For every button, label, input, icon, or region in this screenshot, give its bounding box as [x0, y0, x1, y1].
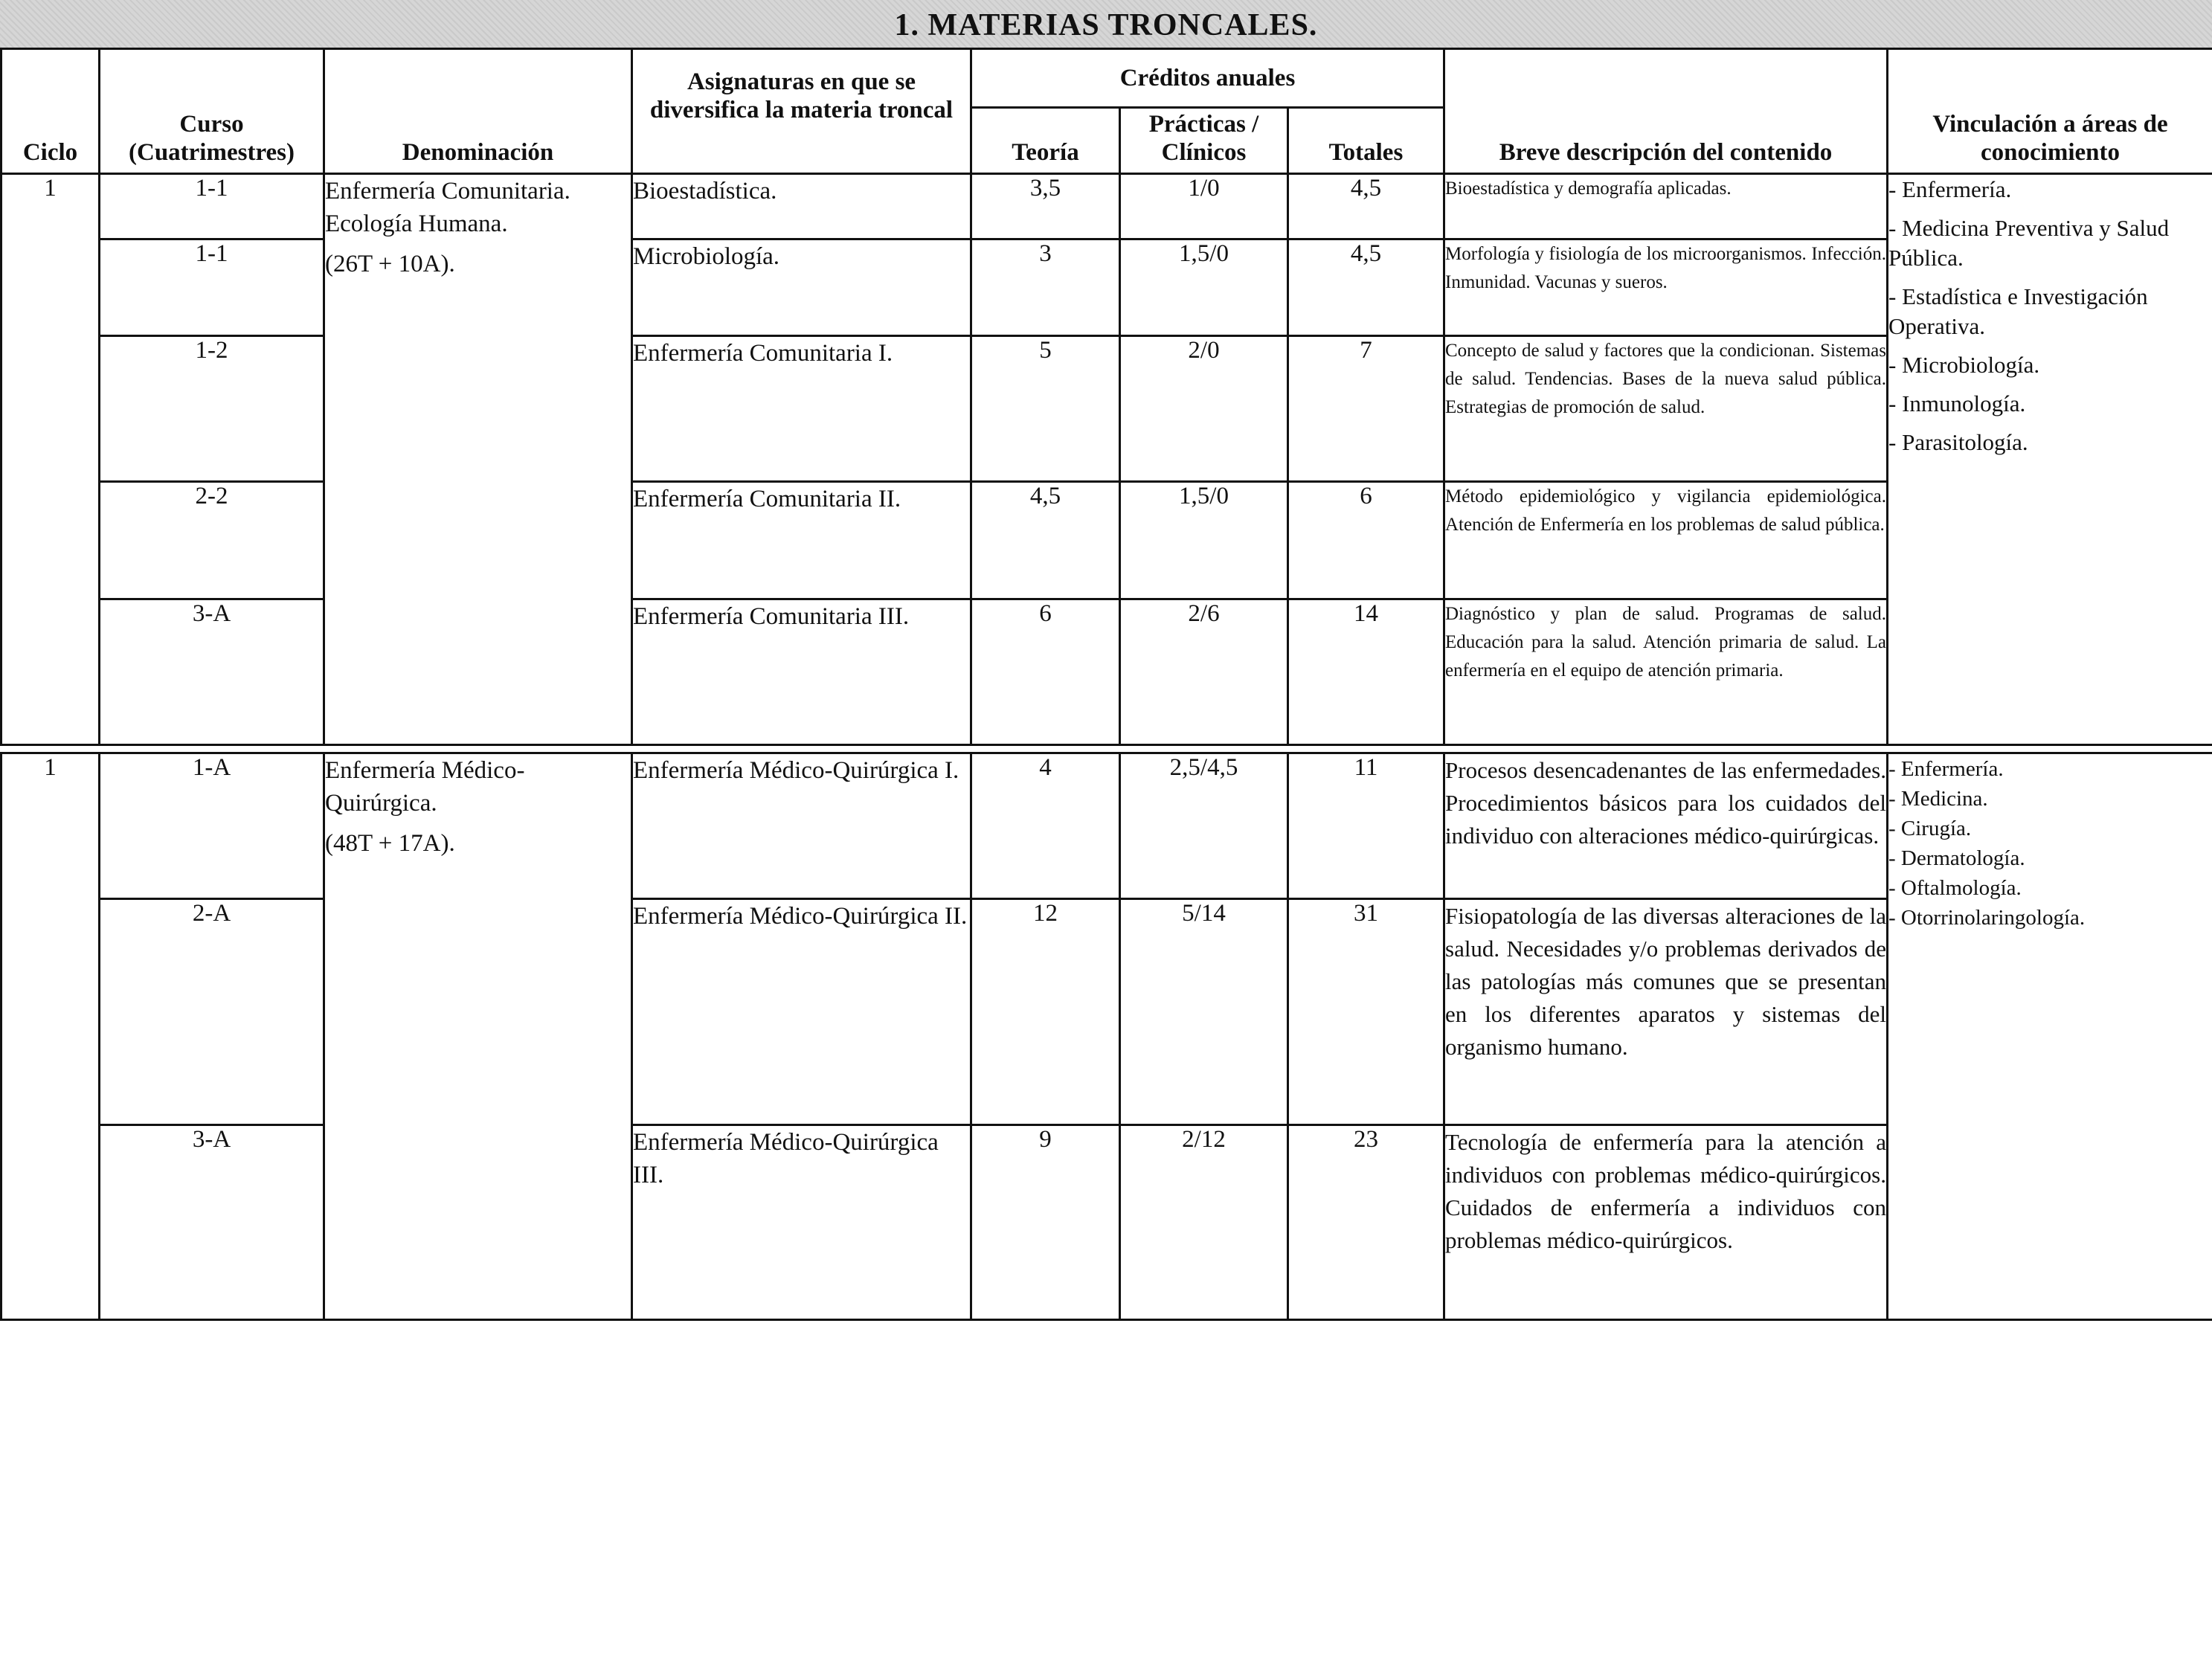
totales-cell: 4,5 [1288, 174, 1444, 239]
col-creditos-header: Créditos anuales [971, 49, 1444, 108]
area-item: - Estadística e Investigación Operativa. [1888, 283, 2148, 339]
col-practicas-header: Prácticas / Clínicos [1120, 108, 1288, 174]
curso-cell: 2-2 [100, 482, 324, 599]
teoria-cell: 6 [971, 599, 1120, 745]
practicas-cell: 1/0 [1120, 174, 1288, 239]
descripcion-cell: Fisiopatología de las diversas alteraciones de la salud. Necesidades y/o problemas derivados de las patologías más comunes que se presentan en los diferentes aparatos y sistemas del organismo humano. [1444, 899, 1888, 1125]
descripcion-cell: Procesos desencadenantes de las enfermedades. Procedimientos básicos para los cuidados del individuo con alteraciones médico-quirúrgicas. [1444, 753, 1888, 899]
practicas-cell: 2/0 [1120, 336, 1288, 482]
section-title: 1. MATERIAS TRONCALES. [0, 0, 2212, 48]
descripcion-cell: Morfología y fisiología de los microorganismos. Infección. Inmunidad. Vacunas y sueros. [1444, 239, 1888, 336]
curso-cell: 1-2 [100, 336, 324, 482]
totales-cell: 6 [1288, 482, 1444, 599]
denominacion-name: Enfermería Médico-Quirúrgica. [325, 757, 525, 817]
table-row [1, 174, 2212, 239]
col-denominacion-header: Denominación [324, 49, 632, 174]
block-separator [1, 745, 2212, 753]
troncales-table [0, 48, 2212, 1321]
vinculacion-cell [1888, 753, 2212, 1320]
curso-cell: 1-1 [100, 239, 324, 336]
curso-cell: 1-A [100, 753, 324, 899]
curso-cell: 2-A [100, 899, 324, 1125]
curso-cell: 3-A [100, 1125, 324, 1320]
col-descripcion-header: Breve descripción del contenido [1444, 49, 1888, 174]
area-item: - Dermatología. [1888, 846, 2025, 870]
denominacion-cell [324, 753, 632, 1320]
area-item: - Inmunología. [1888, 390, 2026, 416]
practicas-cell: 2/12 [1120, 1125, 1288, 1320]
practicas-cell: 2,5/4,5 [1120, 753, 1288, 899]
area-item: - Parasitología. [1888, 429, 2028, 455]
denominacion-credits: (26T + 10A). [325, 251, 455, 277]
teoria-cell: 3,5 [971, 174, 1120, 239]
asignatura-cell: Bioestadística. [632, 174, 971, 239]
ciclo-cell: 1 [1, 753, 100, 1320]
denominacion-credits: (48T + 17A). [325, 830, 455, 857]
totales-cell: 7 [1288, 336, 1444, 482]
col-curso-header: Curso (Cuatrimestres) [100, 49, 324, 174]
totales-cell: 14 [1288, 599, 1444, 745]
area-item: - Microbiología. [1888, 352, 2040, 378]
teoria-cell: 9 [971, 1125, 1120, 1320]
area-item: - Oftalmología. [1888, 876, 2022, 900]
area-item: - Cirugía. [1888, 817, 1972, 840]
area-item: - Enfermería. [1888, 176, 2012, 202]
totales-cell: 4,5 [1288, 239, 1444, 336]
area-item: - Enfermería. [1888, 757, 2004, 781]
curso-cell: 3-A [100, 599, 324, 745]
header-row [1, 49, 2212, 108]
totales-cell: 23 [1288, 1125, 1444, 1320]
practicas-cell: 1,5/0 [1120, 482, 1288, 599]
area-item: - Medicina Preventiva y Salud Pública. [1888, 215, 2170, 271]
vinculacion-cell [1888, 174, 2212, 745]
col-teoria-header: Teoría [971, 108, 1120, 174]
asignatura-cell: Enfermería Comunitaria III. [632, 599, 971, 745]
descripcion-cell: Método epidemiológico y vigilancia epidemiológica. Atención de Enfermería en los problemas de salud pública. [1444, 482, 1888, 599]
col-totales-header: Totales [1288, 108, 1444, 174]
table-row [1, 753, 2212, 899]
asignatura-cell: Enfermería Comunitaria II. [632, 482, 971, 599]
asignatura-cell: Enfermería Comunitaria I. [632, 336, 971, 482]
teoria-cell: 5 [971, 336, 1120, 482]
asignatura-cell: Microbiología. [632, 239, 971, 336]
descripcion-cell: Bioestadística y demografía aplicadas. [1444, 174, 1888, 239]
practicas-cell: 2/6 [1120, 599, 1288, 745]
area-item: - Medicina. [1888, 787, 1988, 811]
totales-cell: 31 [1288, 899, 1444, 1125]
teoria-cell: 3 [971, 239, 1120, 336]
denominacion-name: Enfermería Comunitaria. Ecología Humana. [325, 178, 570, 237]
asignatura-cell: Enfermería Médico-Quirúrgica II. [632, 899, 971, 1125]
teoria-cell: 4,5 [971, 482, 1120, 599]
curso-cell: 1-1 [100, 174, 324, 239]
descripcion-cell: Tecnología de enfermería para la atención a individuos con problemas médico-quirúrgicos. Cuidados de enfermería a individuos con problemas médico-quirúrgicos. [1444, 1125, 1888, 1320]
col-asignaturas-header: Asignaturas en que se diversifica la materia troncal [632, 49, 971, 174]
descripcion-cell: Diagnóstico y plan de salud. Programas de salud. Educación para la salud. Atención primaria de salud. La enfermería en el equipo de atención primaria. [1444, 599, 1888, 745]
teoria-cell: 12 [971, 899, 1120, 1125]
denominacion-cell [324, 174, 632, 745]
ciclo-cell: 1 [1, 174, 100, 745]
asignatura-cell: Enfermería Médico-Quirúrgica III. [632, 1125, 971, 1320]
totales-cell: 11 [1288, 753, 1444, 899]
col-vinculacion-header: Vinculación a áreas de conocimiento [1888, 49, 2212, 174]
asignatura-cell: Enfermería Médico-Quirúrgica I. [632, 753, 971, 899]
practicas-cell: 5/14 [1120, 899, 1288, 1125]
area-item: - Otorrinolaringología. [1888, 906, 2086, 930]
col-ciclo-header: Ciclo [1, 49, 100, 174]
teoria-cell: 4 [971, 753, 1120, 899]
practicas-cell: 1,5/0 [1120, 239, 1288, 336]
descripcion-cell: Concepto de salud y factores que la condicionan. Sistemas de salud. Tendencias. Bases de la nueva salud pública. Estrategias de promoción de salud. [1444, 336, 1888, 482]
